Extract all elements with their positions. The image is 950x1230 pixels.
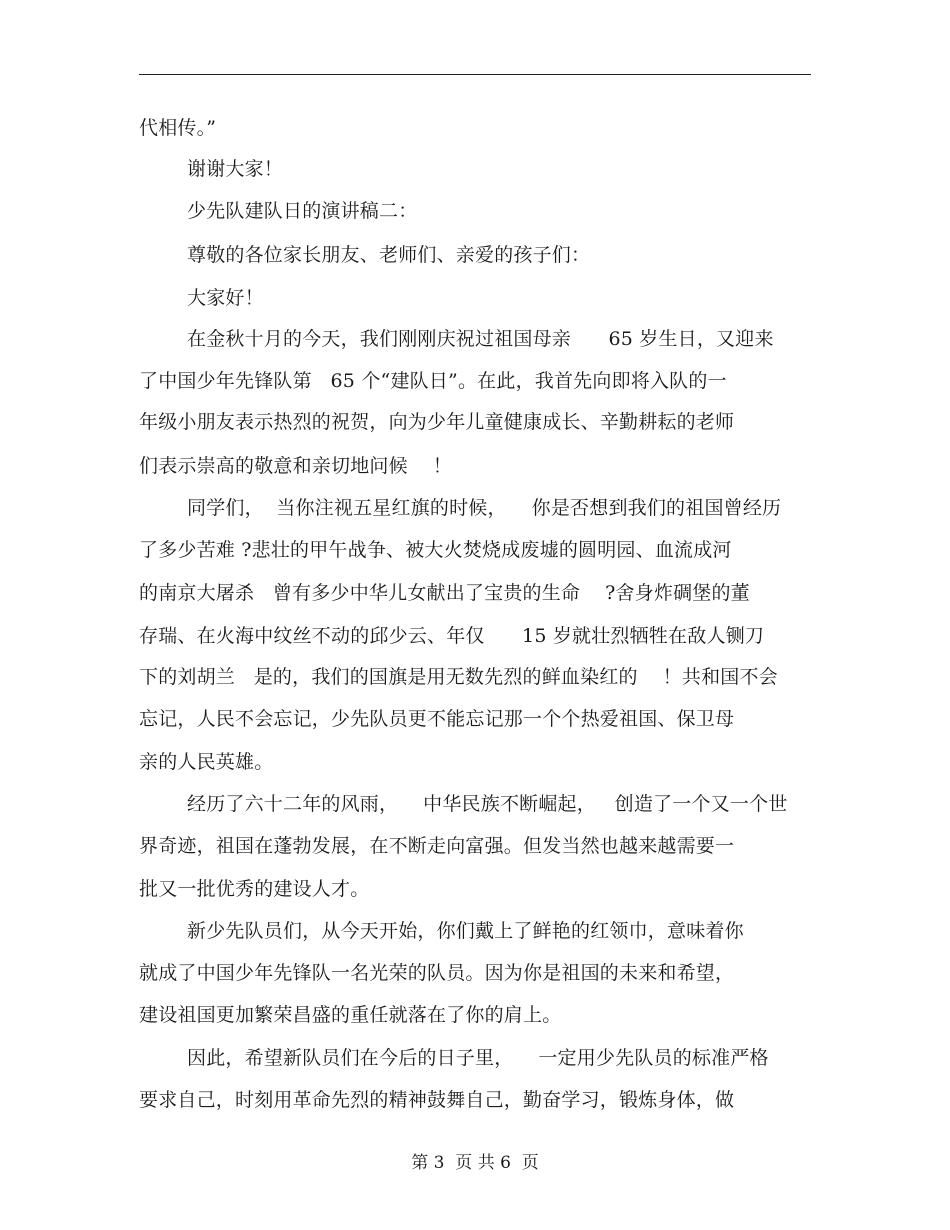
text-line: 因此，希望新队员们在今后的日子里， 一定用少先队员的标准严格 — [187, 1047, 769, 1069]
text-line: 在金秋十月的今天，我们刚刚庆祝过祖国母亲 65 岁生日，又迎来 — [187, 328, 774, 350]
text-line: 要求自己，时刻用革命先烈的精神鼓舞自己，勤奋学习，锻炼身体，做 — [139, 1089, 735, 1111]
text-line: 尊敬的各位家长朋友、老师们、亲爱的孩子们： — [187, 244, 591, 266]
text-line: 大家好！ — [187, 287, 264, 309]
text-line: 们表示崇高的敬意和亲切地问候 ！ — [139, 455, 452, 477]
header-rule — [139, 74, 811, 75]
text-line: 界奇迹，祖国在蓬勃发展，在不断走向富强。但发当然也越来越需要一 — [139, 835, 735, 857]
text-line: 了中国少年先锋队第 65 个“建队日”。在此，我首先向即将入队的一 — [139, 370, 727, 392]
text-line: 忘记，人民不会忘记，少先队员更不能忘记那一个个热爱祖国、保卫母 — [139, 708, 735, 730]
text-line: 批又一批优秀的建设人才。 — [139, 878, 370, 900]
text-line: 存瑞、在火海中纹丝不动的邱少云、年仅 15 岁就壮烈牺牲在敌人铡刀 — [139, 625, 765, 647]
text-line: 建设祖国更加繁荣昌盛的重任就落在了你的肩上。 — [139, 1004, 562, 1026]
text-line: 年级小朋友表示热烈的祝贺，向为少年儿童健康成长、辛勤耕耘的老师 — [139, 411, 735, 433]
text-line: 同学们， 当你注视五星红旗的时候， 你是否想到我们的祖国曾经历 — [187, 497, 782, 519]
text-line: 经历了六十二年的风雨， 中华民族不断崛起， 创造了一个又一个世 — [187, 793, 788, 815]
text-line: 谢谢大家！ — [187, 158, 284, 180]
text-line: 少先队建队日的演讲稿二： — [187, 200, 418, 222]
text-line: 下的刘胡兰 是的，我们的国旗是用无数先烈的鲜血染红的 ！共和国不会 — [139, 666, 778, 688]
text-line: 新少先队员们，从今天开始，你们戴上了鲜艳的红领巾，意味着你 — [187, 920, 744, 942]
text-line: 代相传。” — [139, 117, 217, 139]
text-line: 的南京大屠杀 曾有多少中华儿女献出了宝贵的生命 ?舍身炸碉堡的董 — [139, 582, 750, 604]
page-footer: 第 3 页 共 6 页 — [411, 1153, 539, 1173]
text-line: 亲的人民英雄。 — [139, 751, 274, 773]
text-line: 就成了中国少年先锋队一名光荣的队员。因为你是祖国的未来和希望， — [139, 962, 735, 984]
text-line: 了多少苦难 ?悲壮的甲午战争、被大火焚烧成废墟的圆明园、血流成河 — [139, 539, 732, 561]
